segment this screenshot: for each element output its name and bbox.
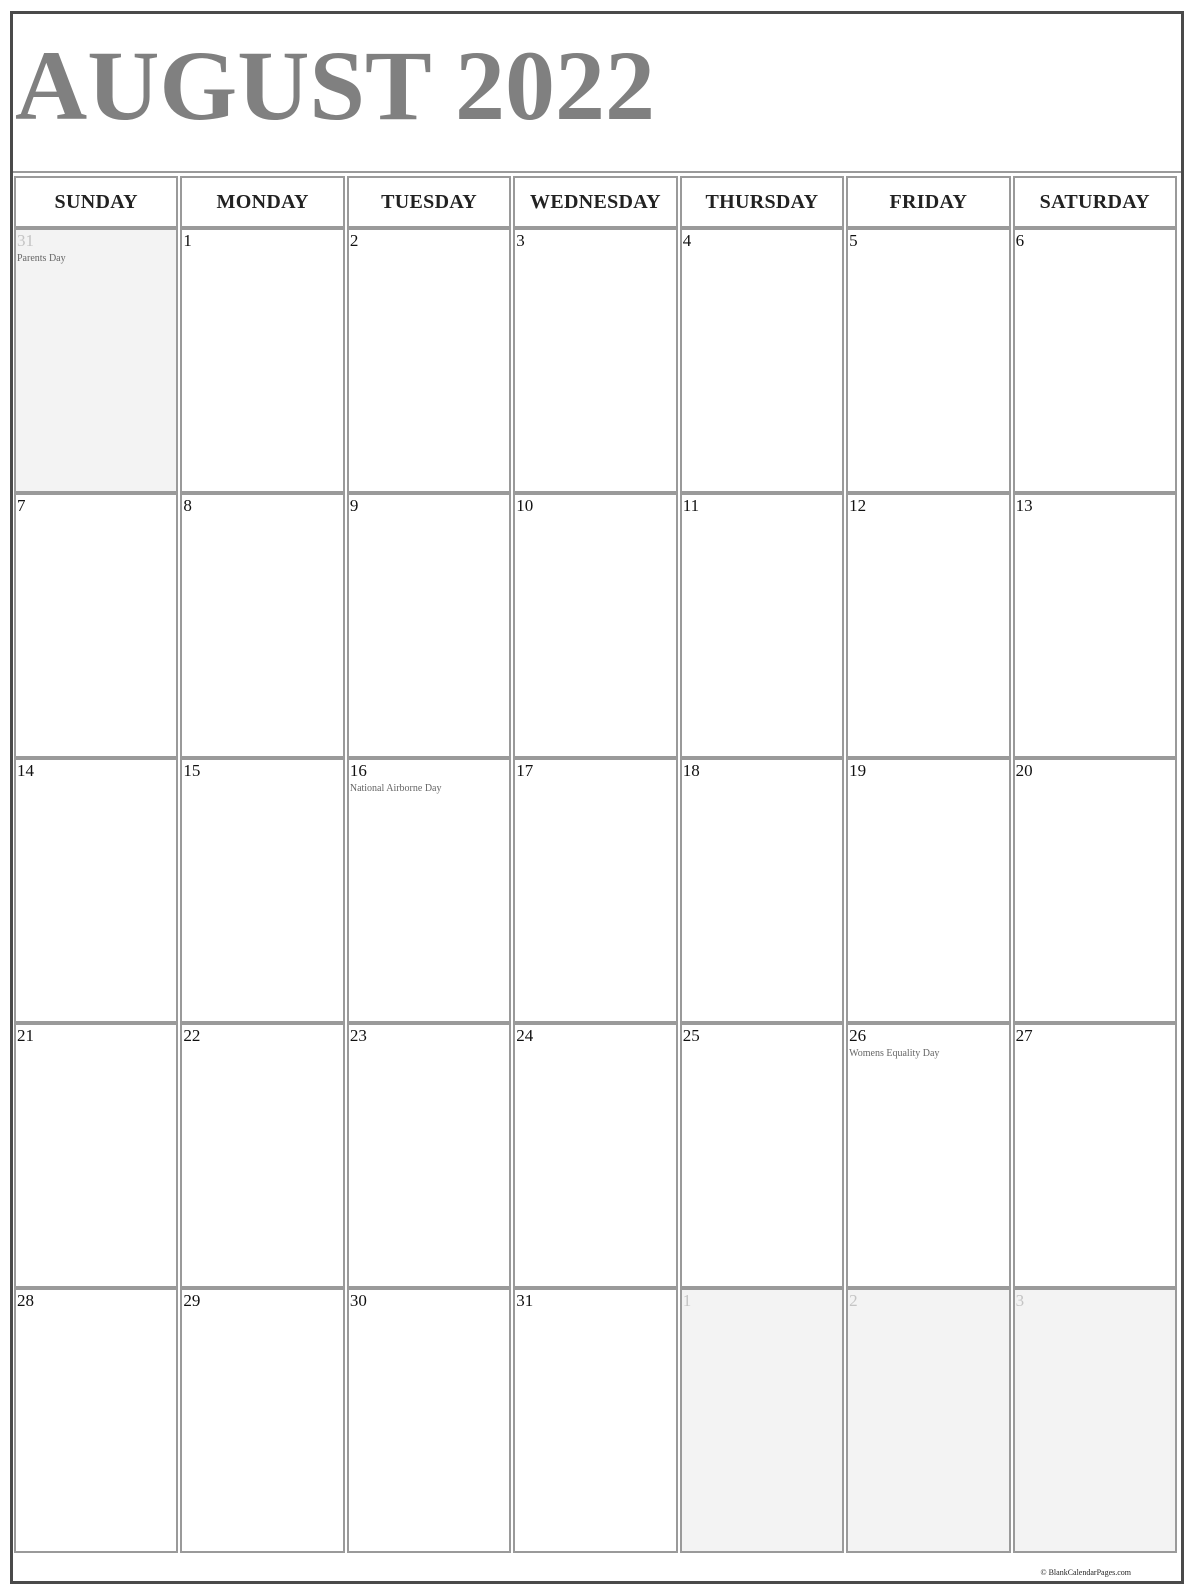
month-title: AUGUST 2022 <box>15 30 655 141</box>
day-number: 13 <box>1015 496 1033 515</box>
day-number: 14 <box>17 761 34 780</box>
day-number: 21 <box>17 1026 34 1045</box>
day-number: 30 <box>349 1291 367 1310</box>
day-cell[interactable] <box>347 758 511 1023</box>
day-number: 24 <box>516 1026 534 1045</box>
day-number: 1 <box>682 1291 692 1310</box>
day-number: 16 <box>349 761 367 780</box>
weekday-header: THURSDAY <box>680 176 844 228</box>
day-number: 28 <box>17 1291 34 1310</box>
day-number: 22 <box>183 1026 201 1045</box>
day-cell[interactable] <box>180 758 344 1023</box>
day-cell[interactable] <box>846 228 1010 493</box>
day-cell[interactable] <box>1013 1023 1177 1288</box>
calendar-grid <box>13 176 1178 1553</box>
day-cell[interactable] <box>14 493 178 758</box>
day-cell[interactable] <box>347 228 511 493</box>
day-number: 23 <box>349 1026 367 1045</box>
day-cell[interactable] <box>180 1288 344 1553</box>
day-number: 12 <box>849 496 867 515</box>
day-number: 31 <box>17 231 34 250</box>
holiday-label: Parents Day <box>17 253 66 264</box>
day-number: 3 <box>516 231 525 250</box>
day-number: 20 <box>1015 761 1033 780</box>
credit-text: © BlankCalendarPages.com <box>1040 1568 1131 1577</box>
holiday-label: National Airborne Day <box>349 783 442 794</box>
day-cell[interactable] <box>1013 493 1177 758</box>
day-number: 2 <box>849 1291 858 1310</box>
day-cell-other-month[interactable] <box>1013 1288 1177 1553</box>
day-cell[interactable] <box>180 228 344 493</box>
day-cell[interactable] <box>513 1288 677 1553</box>
day-number: 25 <box>682 1026 700 1045</box>
day-cell[interactable] <box>180 1023 344 1288</box>
title-bar <box>13 14 1181 173</box>
day-cell[interactable] <box>14 1288 178 1553</box>
day-number: 3 <box>1015 1291 1025 1310</box>
day-number: 8 <box>183 496 192 515</box>
day-cell[interactable] <box>513 758 677 1023</box>
weekday-header: SATURDAY <box>1013 176 1177 228</box>
day-cell[interactable] <box>680 493 844 758</box>
day-cell[interactable] <box>846 493 1010 758</box>
weekday-header: TUESDAY <box>347 176 511 228</box>
day-cell[interactable] <box>680 1023 844 1288</box>
day-number: 31 <box>516 1291 534 1310</box>
day-cell[interactable] <box>347 1288 511 1553</box>
day-cell[interactable] <box>513 228 677 493</box>
day-cell[interactable] <box>180 493 344 758</box>
weekday-header: SUNDAY <box>14 176 178 228</box>
day-cell[interactable] <box>513 493 677 758</box>
day-cell[interactable] <box>1013 228 1177 493</box>
day-number: 7 <box>17 496 26 515</box>
day-cell[interactable] <box>14 758 178 1023</box>
weekday-header: WEDNESDAY <box>513 176 677 228</box>
day-number: 15 <box>183 761 201 780</box>
day-number: 27 <box>1015 1026 1033 1045</box>
weekday-header: FRIDAY <box>846 176 1010 228</box>
day-number: 2 <box>349 231 359 250</box>
day-cell[interactable] <box>846 1023 1010 1288</box>
day-number: 17 <box>516 761 534 780</box>
day-number: 1 <box>183 231 192 250</box>
day-number: 29 <box>183 1291 201 1310</box>
day-number: 6 <box>1015 231 1025 250</box>
weekday-header: MONDAY <box>180 176 344 228</box>
day-cell[interactable] <box>1013 758 1177 1023</box>
day-cell[interactable] <box>680 228 844 493</box>
day-number: 5 <box>849 231 858 250</box>
day-cell-other-month[interactable] <box>680 1288 844 1553</box>
day-number: 18 <box>682 761 700 780</box>
holiday-label: Womens Equality Day <box>849 1048 940 1059</box>
day-number: 4 <box>682 231 692 250</box>
calendar-frame <box>10 11 1184 1584</box>
day-cell-other-month[interactable] <box>14 228 178 493</box>
day-cell[interactable] <box>14 1023 178 1288</box>
day-cell[interactable] <box>846 758 1010 1023</box>
day-cell[interactable] <box>347 1023 511 1288</box>
day-number: 11 <box>682 496 700 515</box>
day-cell-other-month[interactable] <box>846 1288 1010 1553</box>
day-number: 9 <box>349 496 359 515</box>
day-cell[interactable] <box>513 1023 677 1288</box>
day-number: 10 <box>516 496 534 515</box>
day-number: 26 <box>849 1026 867 1045</box>
day-number: 19 <box>849 761 867 780</box>
day-cell[interactable] <box>347 493 511 758</box>
day-cell[interactable] <box>680 758 844 1023</box>
